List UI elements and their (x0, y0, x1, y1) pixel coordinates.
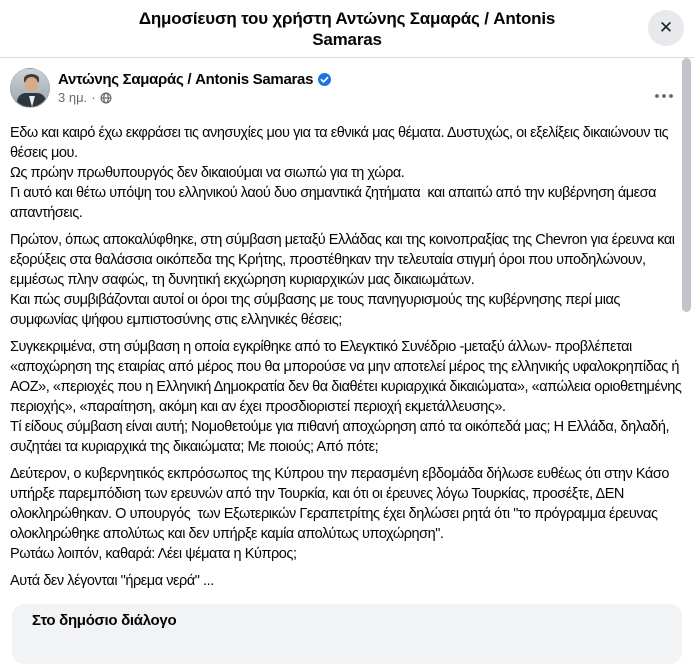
post-body (0, 123, 694, 591)
post-meta (58, 90, 331, 105)
more-options-button[interactable] (648, 80, 680, 112)
post-paragraph: Εδω και καιρό έχω εκφράσει τις ανησυχίες μου για τα εθνικά μας θέματα. Δυστυχώς, οι εξελίξεις δικαιώνουν τις θέσεις μου. Ως πρώην πρωθυπουργός δεν δικαιούμαι να σιωπώ για τη χώρα. Γι αυτό και θέτω υπόψη του ελληνικού λαού δυο σημαντικά ζητήματα και απαιτώ από την κυβέρνηση άμεσα απαντήσεις. (10, 125, 672, 221)
author-name-link[interactable]: Αντώνης Σαμαράς / Antonis Samaras (58, 71, 314, 88)
author-row (58, 71, 331, 88)
post-paragraph: Συγκεκριμένα, στη σύμβαση η οποία εγκρίθηκε από το Ελεγκτικό Συνέδριο -μεταξύ άλλων- προβλέπεται «αποχώρηση της εταιρίας από μέρος που θα μπορούσε να μην αποτελεί μέρος της ελληνικής υφαλοκρηπίδας ή ΑΟΖ», «περιοχές που η Ελληνική Δημοκρατία δεν θα διαθέτει κυριαρχικά δικαιώματα», «απώλεια οριοθετημένης περιοχής», «παραίτηση, ακόμη και αν έχει προσδιοριστεί περιοχή εκμετάλλευσης». Τί είδους σύμβαση είναι αυτή; Νομοθετούμε για πιθανή αποχώρηση από τα οικόπεδά μας; Η Ελλάδα, δηλαδή, συζητάει τα κυριαρχικά της δικαιώματα; Με ποιούς; Από πότε; (10, 339, 686, 455)
scrollbar-thumb[interactable] (682, 58, 691, 312)
avatar[interactable] (10, 68, 50, 108)
dialog-header (0, 0, 694, 58)
public-globe-icon (100, 92, 112, 104)
timestamp-link[interactable]: 3 ημ. (58, 90, 88, 105)
close-icon: ✕ (658, 17, 674, 38)
attachment-title-truncated: Στο δημόσιο διάλογο (32, 612, 177, 629)
verified-badge-icon (318, 73, 331, 86)
attachment-card[interactable] (12, 604, 682, 664)
post-header (10, 68, 684, 108)
more-options-icon (654, 93, 674, 99)
author-block (58, 68, 331, 108)
meta-separator: · (91, 90, 96, 105)
post-paragraph: Πρώτον, όπως αποκαλύφθηκε, στη σύμβαση μεταξύ Ελλάδας και της κοινοπραξίας της Chevron για έρευνα και εξορύξεις στα θαλάσσια οικόπεδα της Κρήτης, προστέθηκαν την τελευταία στιγμή όροι που υποδηλώνουν, εμμέσως πλην σαφώς, τη δυνητική εκχώρηση κυριαρχικών μας δικαιωμάτων. Και πώς συμβιβάζονται αυτοί οι όροι της σύμβασης με τους πανηγυρισμούς της κυβέρνησης περί μιας συμφωνίας ψήφου εμπιστοσύνης στις ελληνικές θέσεις; (10, 232, 679, 328)
avatar-face (25, 77, 38, 91)
post-paragraph: Δεύτερον, ο κυβερνητικός εκπρόσωπος της Κύπρου την περασμένη εβδομάδα δήλωσε ευθέως ότι στην Κάσο υπήρξε παρεμπόδιση των ερευνών από την Τουρκία, και ότι οι έρευνες λόγω Τουρκίας, προσέξτε, ΔΕΝ ολοκληρώθηκαν. Ο υπουργός των Εξωτερικών Γεραπετρίτης έχει δηλώσει ρητά ότι "το πρόγραμμα έρευνας ολοκληρώθηκε απολύτως και δεν υπήρξε καμία απολύτως υποχώρηση". Ρωτάω λοιπόν, καθαρά: Λέει ψέματα η Κύπρος; (10, 466, 673, 562)
post-paragraph: Αυτά δεν λέγονται "ήρεμα νερά" ... (10, 573, 214, 589)
close-button[interactable] (648, 10, 684, 46)
dialog-title: Δημοσίευση του χρήστη Αντώνης Σαμαράς / Antonis Samaras (138, 8, 556, 49)
